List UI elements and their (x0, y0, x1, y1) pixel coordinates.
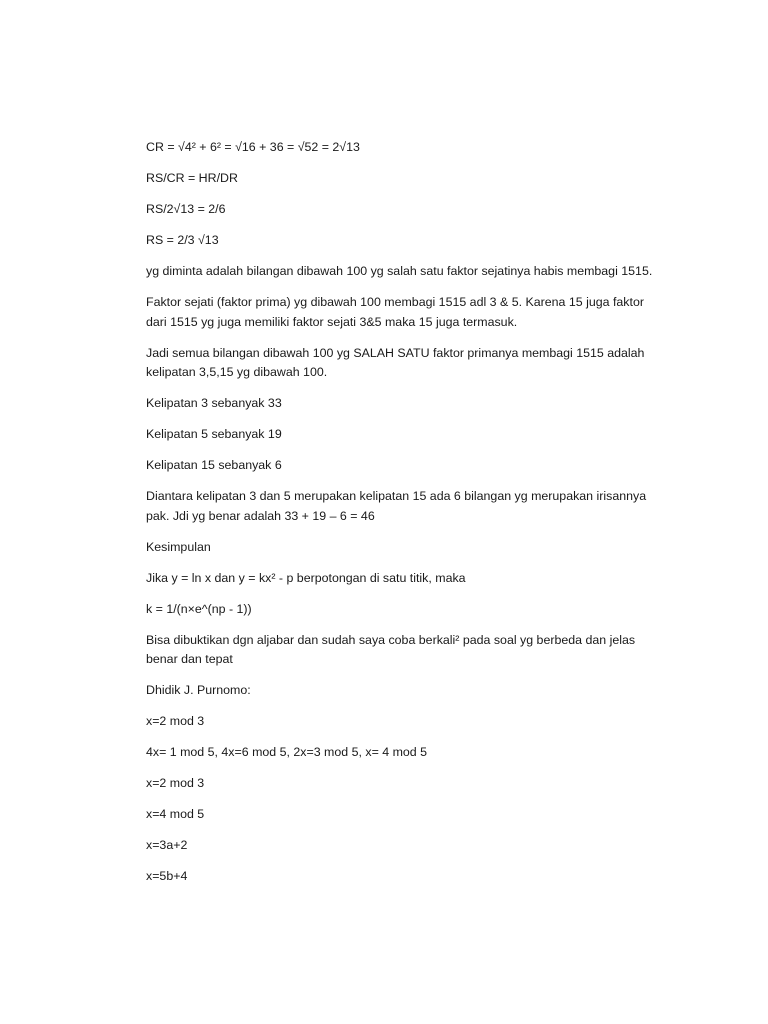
paragraph-mod-3: x=2 mod 3 (146, 776, 205, 790)
paragraph-question: yg diminta adalah bilangan dibawah 100 yg salah satu faktor sejatinya habis membagi 1515. (146, 264, 653, 278)
paragraph-k-formula: k = 1/(n×e^(np - 1)) (146, 601, 252, 616)
paragraph-rs-equation: RS/2√13 = 2/6 (146, 202, 226, 216)
paragraph-jika: Jika y = ln x dan y = kx² - p berpotongan di satu titik, maka (146, 570, 466, 585)
paragraph-kelipatan-3: Kelipatan 3 sebanyak 33 (146, 396, 282, 410)
paragraph-diantara: Diantara kelipatan 3 dan 5 merupakan kelipatan 15 ada 6 bilangan yg merupakan irisannya pak. Jdi yg benar adalah 33 + 19 – 6 = 46 (146, 489, 650, 523)
paragraph-bisa: Bisa dibuktikan dgn aljabar dan sudah saya coba berkali² pada soal yg berbeda dan jelas benar dan tepat (146, 632, 639, 666)
document-body (146, 138, 666, 898)
paragraph-author: Dhidik J. Purnomo: (146, 683, 251, 697)
paragraph-mod-4: x=4 mod 5 (146, 807, 205, 821)
paragraph-mod-1: x=2 mod 3 (146, 714, 205, 728)
paragraph-x-3a: x=3a+2 (146, 838, 188, 852)
paragraph-ratio: RS/CR = HR/DR (146, 171, 238, 185)
paragraph-faktor-sejati: Faktor sejati (faktor prima) yg dibawah 100 membagi 1515 adl 3 & 5. Karena 15 juga faktor dari 1515 yg juga memiliki faktor sejati 3&5 maka 15 juga termasuk. (146, 295, 648, 329)
paragraph-kelipatan-15: Kelipatan 15 sebanyak 6 (146, 458, 282, 472)
paragraph-mod-2: 4x= 1 mod 5, 4x=6 mod 5, 2x=3 mod 5, x= 4 mod 5 (146, 745, 428, 759)
paragraph-x-5b: x=5b+4 (146, 869, 188, 883)
paragraph-cr-formula: CR = √4² + 6² = √16 + 36 = √52 = 2√13 (146, 140, 360, 154)
paragraph-rs-result: RS = 2/3 √13 (146, 233, 219, 247)
paragraph-kesimpulan: Kesimpulan (146, 539, 211, 554)
paragraph-jadi: Jadi semua bilangan dibawah 100 yg SALAH SATU faktor primanya membagi 1515 adalah kelipatan 3,5,15 yg dibawah 100. (146, 345, 648, 379)
paragraph-kelipatan-5: Kelipatan 5 sebanyak 19 (146, 427, 282, 441)
